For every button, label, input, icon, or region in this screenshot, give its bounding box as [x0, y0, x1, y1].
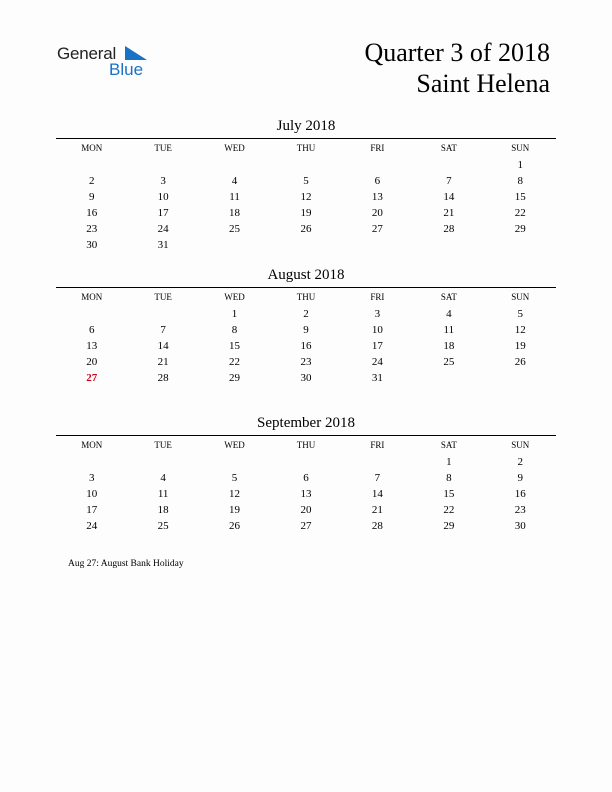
day-cell: 18	[229, 207, 241, 219]
day-cell: 4	[160, 472, 166, 484]
day-cell: 31	[157, 239, 169, 251]
day-cell: 16	[300, 340, 312, 352]
day-cell	[56, 157, 127, 173]
day-cell: 29	[443, 520, 455, 532]
day-cell: 9	[303, 324, 309, 336]
day-cell: 23	[86, 223, 98, 235]
logo	[57, 44, 167, 84]
day-cell: 15	[229, 340, 241, 352]
day-cell: 25	[157, 520, 169, 532]
day-cell: 4	[446, 308, 452, 320]
day-cell	[485, 370, 556, 386]
day-cell: 22	[229, 356, 241, 368]
holiday-note: Aug 27: August Bank Holiday	[68, 559, 184, 569]
weekday-label: SUN	[511, 292, 530, 302]
day-cell	[342, 157, 413, 173]
day-cell: 25	[229, 223, 241, 235]
day-cell: 30	[86, 239, 98, 251]
day-cell	[199, 454, 270, 470]
day-cell: 5	[231, 472, 238, 484]
day-cell: 9	[88, 191, 95, 203]
day-cell-holiday: 27	[86, 372, 98, 384]
day-cell: 19	[300, 207, 312, 219]
day-cell: 17	[157, 207, 169, 219]
week-row	[56, 157, 556, 173]
day-cell: 31	[371, 372, 383, 384]
day-cell: 14	[371, 488, 383, 500]
weekday-label: SAT	[440, 143, 457, 153]
day-cell	[485, 237, 556, 253]
quarter-title: Quarter 3 of 2018	[364, 38, 550, 67]
day-cell	[56, 306, 127, 322]
day-cell	[270, 237, 341, 253]
day-cell: 3	[160, 175, 166, 187]
weeks-grid	[56, 306, 556, 386]
day-cell: 1	[231, 308, 238, 320]
day-cell: 21	[157, 356, 169, 368]
day-cell: 28	[371, 520, 383, 532]
day-cell: 24	[86, 520, 98, 532]
day-cell: 18	[157, 504, 169, 516]
day-cell: 21	[371, 504, 383, 516]
weekday-label: THU	[296, 143, 316, 153]
month-title: July 2018	[276, 118, 336, 134]
day-cell: 17	[86, 504, 98, 516]
day-cell: 2	[88, 175, 95, 187]
day-cell	[270, 454, 341, 470]
day-cell: 2	[303, 308, 309, 320]
week-row	[56, 205, 556, 221]
day-cell: 11	[229, 191, 240, 203]
day-cell: 15	[514, 191, 526, 203]
day-cell: 9	[517, 472, 523, 484]
week-row	[56, 338, 556, 354]
day-cell: 1	[446, 456, 452, 468]
week-row	[56, 189, 556, 205]
day-cell: 16	[514, 488, 526, 500]
day-cell: 25	[443, 356, 455, 368]
day-cell: 29	[229, 372, 241, 384]
day-cell: 11	[443, 324, 455, 336]
day-cell: 13	[371, 191, 383, 203]
day-cell	[413, 370, 484, 386]
week-row	[56, 237, 556, 253]
day-cell	[56, 454, 127, 470]
day-cell: 11	[157, 488, 169, 500]
month-divider	[56, 138, 556, 139]
day-cell: 30	[514, 520, 526, 532]
day-cell: 23	[514, 504, 526, 516]
day-cell: 27	[300, 520, 312, 532]
weekday-label: TUE	[154, 292, 172, 302]
day-cell: 2	[517, 456, 523, 468]
day-cell: 22	[514, 207, 526, 219]
day-cell: 7	[374, 472, 381, 484]
day-cell: 26	[300, 223, 312, 235]
day-cell: 16	[86, 207, 98, 219]
week-row	[56, 354, 556, 370]
day-cell: 5	[303, 175, 309, 187]
day-cell: 10	[157, 191, 169, 203]
day-cell: 15	[443, 488, 455, 500]
weekday-label: MON	[81, 292, 103, 302]
week-row	[56, 221, 556, 237]
day-cell: 27	[371, 223, 383, 235]
weekday-label: TUE	[154, 440, 172, 450]
day-cell: 22	[443, 504, 455, 516]
weekday-label: SAT	[440, 440, 457, 450]
day-cell: 26	[229, 520, 241, 532]
day-cell: 30	[300, 372, 312, 384]
day-cell: 12	[300, 191, 312, 203]
page-header	[364, 37, 550, 99]
day-cell: 17	[371, 340, 383, 352]
weeks-grid	[56, 157, 556, 253]
week-row	[56, 173, 556, 189]
day-cell: 28	[157, 372, 169, 384]
day-cell: 6	[374, 175, 381, 187]
weekday-header-row	[56, 141, 556, 155]
country-title: Saint Helena	[416, 69, 550, 98]
day-cell: 12	[514, 324, 526, 336]
day-cell: 29	[514, 223, 526, 235]
day-cell: 28	[443, 223, 455, 235]
day-cell: 8	[446, 472, 452, 484]
week-row	[56, 454, 556, 470]
logo-text-blue: Blue	[109, 60, 144, 79]
day-cell: 13	[86, 340, 98, 352]
day-cell: 24	[371, 356, 383, 368]
day-cell: 20	[371, 207, 383, 219]
day-cell: 26	[514, 356, 526, 368]
logo-text-general: General	[57, 44, 117, 63]
month-divider	[56, 435, 556, 436]
day-cell	[199, 157, 270, 173]
weekday-header-row	[56, 438, 556, 452]
day-cell: 7	[446, 175, 452, 187]
day-cell	[127, 454, 198, 470]
weekday-label: THU	[296, 292, 316, 302]
day-cell: 19	[229, 504, 241, 516]
month-calendar-july	[56, 117, 556, 253]
day-cell: 24	[157, 223, 169, 235]
week-row	[56, 306, 556, 322]
logo-triangle-icon	[125, 46, 147, 60]
day-cell	[413, 157, 484, 173]
weekday-label: MON	[81, 440, 103, 450]
day-cell: 20	[300, 504, 312, 516]
day-cell: 21	[443, 207, 455, 219]
day-cell: 6	[303, 472, 309, 484]
month-calendar-august	[56, 266, 556, 386]
month-divider	[56, 287, 556, 288]
day-cell: 10	[371, 324, 383, 336]
day-cell: 14	[157, 340, 169, 352]
day-cell	[270, 157, 341, 173]
day-cell	[413, 237, 484, 253]
week-row	[56, 370, 556, 386]
week-row	[56, 322, 556, 338]
day-cell: 8	[517, 175, 523, 187]
week-row	[56, 518, 556, 534]
month-calendar-september	[56, 414, 556, 534]
day-cell: 3	[374, 308, 381, 320]
weekday-label: SAT	[440, 292, 457, 302]
day-cell: 12	[229, 488, 241, 500]
day-cell: 8	[231, 324, 238, 336]
week-row	[56, 502, 556, 518]
week-row	[56, 470, 556, 486]
weekday-label: FRI	[370, 292, 385, 302]
day-cell	[127, 157, 198, 173]
day-cell: 20	[86, 356, 98, 368]
weekday-label: TUE	[154, 143, 172, 153]
day-cell: 3	[88, 472, 95, 484]
weekday-label: FRI	[370, 440, 385, 450]
day-cell	[199, 237, 270, 253]
month-title: September 2018	[257, 415, 355, 431]
week-row	[56, 486, 556, 502]
weekday-label: SUN	[511, 440, 530, 450]
day-cell: 10	[86, 488, 98, 500]
day-cell: 5	[517, 308, 523, 320]
day-cell: 18	[443, 340, 455, 352]
weekday-label: WED	[224, 440, 245, 450]
day-cell	[342, 454, 413, 470]
weeks-grid	[56, 454, 556, 534]
day-cell: 23	[300, 356, 312, 368]
day-cell: 7	[160, 324, 166, 336]
weekday-label: WED	[224, 292, 245, 302]
month-title: August 2018	[267, 267, 345, 283]
weekday-label: SUN	[511, 143, 530, 153]
weekday-label: MON	[81, 143, 103, 153]
day-cell: 14	[443, 191, 455, 203]
day-cell: 4	[231, 175, 238, 187]
day-cell	[127, 306, 198, 322]
day-cell: 19	[514, 340, 526, 352]
weekday-label: FRI	[370, 143, 385, 153]
day-cell	[342, 237, 413, 253]
day-cell: 6	[88, 324, 95, 336]
weekday-label: WED	[224, 143, 245, 153]
weekday-label: THU	[296, 440, 316, 450]
weekday-header-row	[56, 290, 556, 304]
day-cell: 1	[517, 159, 523, 171]
day-cell: 13	[300, 488, 312, 500]
